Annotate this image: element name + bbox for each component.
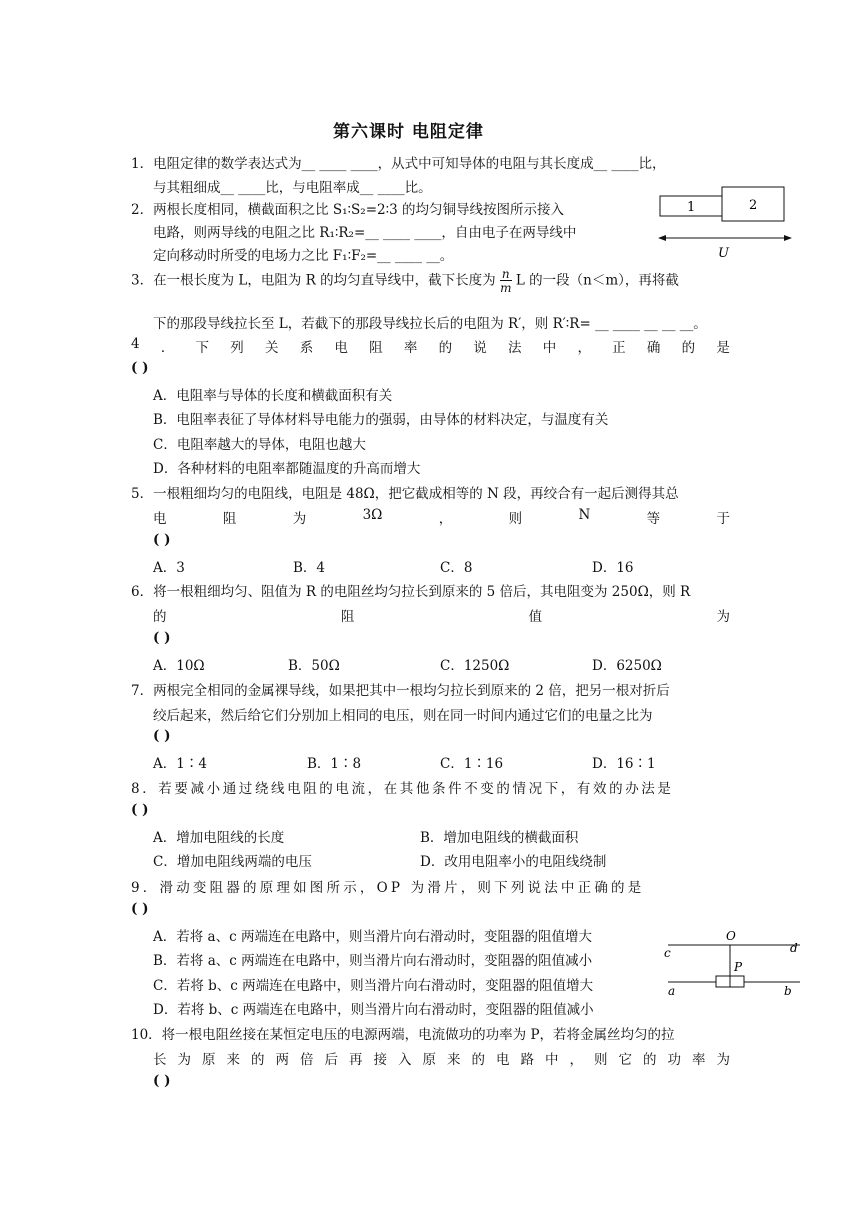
q4-stem-token: 说 [473, 340, 487, 356]
q10-line2-token: 中 [545, 1052, 559, 1068]
q6-line2-token: 的 [153, 609, 167, 625]
q6-paren: ( ) [153, 630, 171, 646]
q10-line2-token: 来 [226, 1052, 240, 1068]
q5-line2-token: 等 [646, 511, 661, 527]
q5-line1: 5．一根粗细均匀的电阻线，电阻是 48Ω，把它截成相等的 N 段，再绞合有一起后测得其总 [131, 486, 679, 502]
q4-stem-token: 关 [264, 340, 279, 356]
q5-line2-token: 电 [153, 511, 167, 527]
q4-stem-token: 的 [438, 340, 453, 356]
label-p: P [734, 960, 743, 974]
q5-line2-token: 3Ω [362, 507, 383, 523]
q10-line2-token: 入 [398, 1052, 412, 1068]
q7-option-a: A．1∶4 [153, 756, 207, 772]
q4-stem-token: 的 [681, 340, 696, 356]
q5-option-a: A．3 [153, 560, 185, 576]
q10-line2-token: 为 [716, 1052, 730, 1068]
q6-option-a: A．10Ω [153, 658, 205, 674]
q10-line2-token: 路 [520, 1052, 534, 1068]
q10-line2-token: 的 [471, 1052, 485, 1068]
q2-wire-figure [650, 180, 800, 262]
q10-line2-token: 它 [618, 1052, 632, 1068]
q10-line2-token: 电 [496, 1052, 510, 1068]
wire-2-label: 2 [749, 198, 758, 213]
q10-line2-token: 功 [667, 1052, 681, 1068]
q4-stem-token: 阻 [369, 340, 383, 356]
q10-line2-token: 两 [275, 1052, 289, 1068]
q4-stem-token: ． [160, 340, 175, 356]
q7-option-b: B．1∶8 [307, 756, 362, 772]
q10-line1: 10．将一根电阻丝接在某恒定电压的电源两端，电流做功的功率为 P，若将金属丝均匀的拉 [131, 1027, 675, 1043]
q5-line2-token: N [578, 507, 591, 523]
q10-line2-token: 倍 [300, 1052, 314, 1068]
q6-line2-token: 值 [528, 609, 543, 625]
q7-line1: 7．两根完全相同的金属裸导线，如果把其中一根均匀拉长到原来的 2 倍，把另一根对折后 [131, 683, 670, 699]
q3-frac-denominator: m [500, 281, 512, 295]
q9-stem: 9．滑动变阻器的原理如图所示，OP 为滑片，则下列说法中正确的是 [131, 880, 645, 896]
label-a: a [668, 984, 676, 998]
q10-line2-token: 接 [373, 1052, 387, 1068]
q10-line2-token: 的 [251, 1052, 265, 1068]
q6-option-d: D．6250Ω [592, 658, 662, 674]
q8-option-d: D．改用电阻率小的电阻线绕制 [420, 854, 607, 870]
q7-option-c: C．1∶16 [440, 756, 504, 772]
q3-line1 [131, 268, 679, 294]
q10-line2 [153, 1048, 730, 1068]
q4-stem-token: 列 [230, 340, 244, 356]
q10-line2-token: 原 [202, 1052, 216, 1068]
page-title: 第六课时 电阻定律 [333, 122, 484, 142]
q4-stem-token: ， [577, 340, 591, 356]
q5-option-c: C．8 [440, 560, 473, 576]
q10-line2-token: 则 [594, 1052, 608, 1068]
q8-option-a: A．增加电阻线的长度 [153, 830, 285, 846]
label-d: d [790, 941, 798, 955]
q4-option-b: B．电阻率表征了导体材料导电能力的强弱，由导体的材料决定，与温度有关 [153, 412, 609, 428]
q5-paren: ( ) [153, 532, 171, 548]
q9-option-b: B．若将 a、c 两端连在电路中，则当滑片向右滑动时，变阻器的阻值减小 [153, 953, 593, 969]
q4-stem-token: 是 [716, 340, 730, 356]
q2-line1: 2．两根长度相同，横截面积之比 S₁∶S₂=2∶3 的均匀铜导线按图所示接入 [131, 202, 565, 218]
q6-line2 [153, 605, 730, 625]
q5-line2-token: ， [438, 511, 453, 527]
q3-post: L 的一段（n＜m），再将截 [515, 272, 679, 289]
q6-option-c: C．1250Ω [440, 658, 510, 674]
q4-stem-token: 确 [646, 340, 661, 356]
q10-line2-token: 长 [153, 1052, 167, 1068]
q10-line2-token: 原 [422, 1052, 436, 1068]
q10-line2-token: 为 [177, 1052, 191, 1068]
q9-option-a: A．若将 a、c 两端连在电路中，则当滑片向右滑动时，变阻器的阻值增大 [153, 929, 592, 945]
rheostat-figure [660, 925, 810, 1000]
q10-line2-token: 来 [447, 1052, 461, 1068]
q10-line2-token: 率 [692, 1052, 706, 1068]
arrow-right-icon [784, 235, 792, 241]
q10-line2-token: ， [569, 1052, 583, 1068]
q10-line2-token: 的 [643, 1052, 657, 1068]
q7-line2: 绞后起来，然后给它们分别加上相同的电压，则在同一时间内通过它们的电量之比为 [153, 708, 653, 724]
q4-stem-token: 率 [403, 340, 418, 356]
q5-option-d: D．16 [592, 560, 634, 576]
q4-stem-token: 下 [195, 340, 210, 356]
q4-paren: ( ) [131, 360, 149, 376]
wire-1-label: 1 [687, 200, 696, 215]
q8-paren: ( ) [131, 802, 149, 818]
q4-option-a: A．电阻率与导体的长度和横截面积有关 [153, 388, 393, 404]
q10-line2-token: 后 [324, 1052, 338, 1068]
q6-line1: 6．将一根粗细均匀、阻值为 R 的电阻丝均匀拉长到原来的 5 倍后，其电阻变为 250Ω，则 R [131, 584, 691, 600]
q8-option-c: C．增加电阻线两端的电压 [153, 854, 312, 870]
q4-option-c: C．电阻率越大的导体，电阻也越大 [153, 437, 366, 453]
q9-paren: ( ) [131, 901, 149, 917]
q10-line2-token: 再 [349, 1052, 363, 1068]
q4-stem-token: 系 [299, 340, 314, 356]
q2-line3: 定向移动时所受的电场力之比 F₁∶F₂=__ ____ __。 [153, 248, 454, 264]
q1-line2: 与其粗细成__ ____比，与电阻率成__ ____比。 [153, 180, 432, 196]
label-o: O [726, 929, 736, 943]
voltage-label: U [718, 246, 729, 261]
q4-stem-token: 正 [612, 340, 626, 356]
q4-stem [131, 336, 730, 356]
q5-line2-token: 则 [508, 511, 523, 527]
q1-line1: 1．电阻定律的数学表达式为__ ____ ____，从式中可知导体的电阻与其长度成__ ____比， [131, 156, 666, 172]
label-b: b [784, 984, 792, 998]
q3-pre: 3．在一根长度为 L，电阻为 R 的均匀直导线中，截下长度为 [131, 272, 496, 289]
q4-stem-token: 4 [131, 336, 140, 352]
q2-line2: 电路，则两导线的电阻之比 R₁∶R₂=__ ____ ____，自由电子在两导线中 [153, 225, 577, 241]
q3-line2: 下的那段导线拉长至 L，若截下的那段导线拉长后的电阻为 R′，则 R′∶R= __ ____ __ __ __。 [153, 316, 707, 332]
q6-line2-token: 阻 [340, 609, 355, 625]
q6-option-b: B．50Ω [288, 658, 340, 674]
q9-option-d: D．若将 b、c 两端连在电路中，则当滑片向右滑动时，变阻器的阻值减小 [153, 1002, 594, 1018]
q4-stem-token: 电 [334, 340, 348, 356]
q5-option-b: B．4 [293, 560, 326, 576]
q4-option-d: D．各种材料的电阻率都随温度的升高而增大 [153, 461, 421, 477]
label-c: c [664, 946, 671, 960]
q5-line2-token: 于 [716, 511, 730, 527]
q5-line2 [153, 507, 730, 527]
q5-line2-token: 为 [292, 511, 307, 527]
arrow-left-icon [658, 235, 666, 241]
q4-stem-token: 中 [542, 340, 557, 356]
q10-paren: ( ) [153, 1073, 171, 1089]
q3-fraction [500, 268, 512, 294]
q7-option-d: D．16∶1 [592, 756, 656, 772]
q7-paren: ( ) [153, 728, 171, 744]
q3-frac-numerator: n [501, 267, 510, 281]
q4-stem-token: 法 [508, 340, 522, 356]
q6-line2-token: 为 [716, 609, 730, 625]
q8-option-b: B．增加电阻线的横截面积 [420, 830, 579, 846]
q5-line2-token: 阻 [222, 511, 237, 527]
q8-stem: 8．若要减小通过绕线电阻的电流，在其他条件不变的情况下，有效的办法是 [131, 781, 674, 797]
q9-option-c: C．若将 b、c 两端连在电路中，则当滑片向右滑动时，变阻器的阻值增大 [153, 978, 594, 994]
